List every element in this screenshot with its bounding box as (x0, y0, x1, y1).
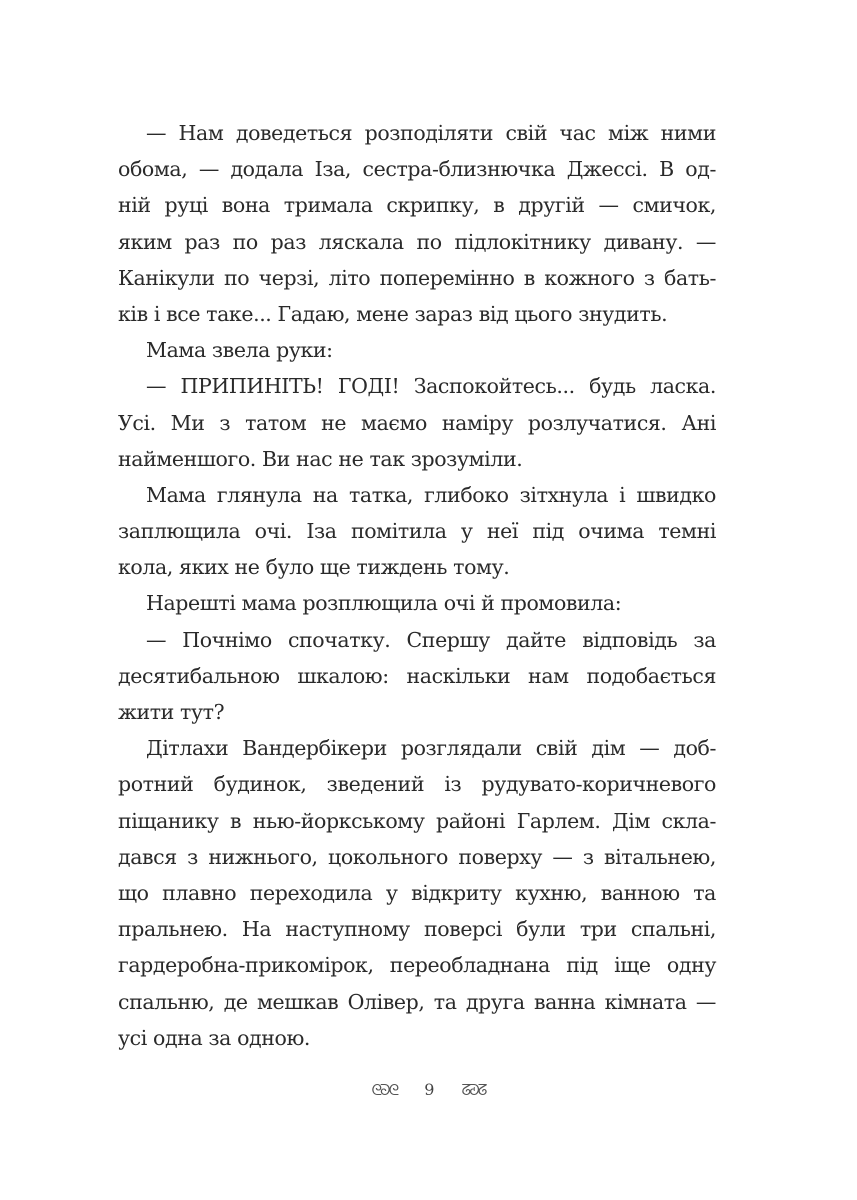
text-line: кола, яких не було ще тиждень тому. (118, 555, 510, 580)
text-line: Дітлахи Вандербікери розглядали свій дім — доб- (146, 736, 716, 761)
ornament-right-icon: ᘔᘑᘔ (461, 1081, 486, 1099)
text-line: спальню, де мешкав Олівер, та друга ванна кімната — (118, 989, 716, 1014)
text-line: Канікули по черзі, літо поперемінно в кожного з бать- (118, 265, 716, 290)
text-line: ків і все таке... Гадаю, мене зараз від цього знудить. (118, 301, 668, 326)
page-footer (0, 1080, 857, 1099)
text-line: Нарешті мама розплющила очі й промовила: (146, 591, 622, 616)
text-line: піщанику в нью-йоркському районі Гарлем. Дім скла- (118, 808, 716, 833)
text-line: — ПРИПИНІТЬ! ГОДІ! Заспокойтесь... будь ласка. (146, 374, 716, 399)
text-line: що плавно переходила у відкриту кухню, ванною та (118, 880, 716, 905)
text-line: ротний будинок, зведений із рудувато-коричневого (118, 772, 716, 797)
text-line: Усі. Ми з татом не маємо наміру розлучатися. Ані (118, 410, 716, 435)
text-line: усі одна за одною. (118, 1025, 311, 1050)
text-line: Мама звела руки: (146, 338, 333, 363)
text-line: — Нам доведеться розподіляти свій час між ними (146, 121, 716, 145)
text-line: — Почнімо спочатку. Спершу дайте відповідь за (146, 627, 716, 652)
text-line: дався з нижнього, цокольного поверху — з вітальнею, (118, 844, 716, 869)
text-line: ній руці вона тримала скрипку, в другій — смичок, (118, 193, 716, 218)
text-line: гардеробна-прикомірок, переобладнана під іще одну (118, 953, 716, 978)
page-body-text (118, 115, 716, 1056)
text-line: яким раз по раз ляскала по підлокітнику дивану. — (118, 229, 716, 254)
text-line: пральнею. На наступному поверсі були три спальні, (118, 917, 716, 942)
text-line: обома, — додала Іза, сестра-близнючка Джессі. В од- (118, 157, 716, 182)
ornament-left-icon: ᘓᘐᘓ (371, 1081, 398, 1099)
page-number: 9 (424, 1080, 435, 1099)
text-line: жити тут? (118, 700, 225, 724)
text-line: Мама глянула на татка, глибоко зітхнула і швидко (146, 482, 716, 507)
text-line: найменшого. Ви нас не так зрозуміли. (118, 446, 523, 471)
text-line: заплющила очі. Іза помітила у неї під очима темні (118, 519, 716, 544)
text-line: десятибальною шкалою: наскільки нам подобається (118, 663, 716, 688)
